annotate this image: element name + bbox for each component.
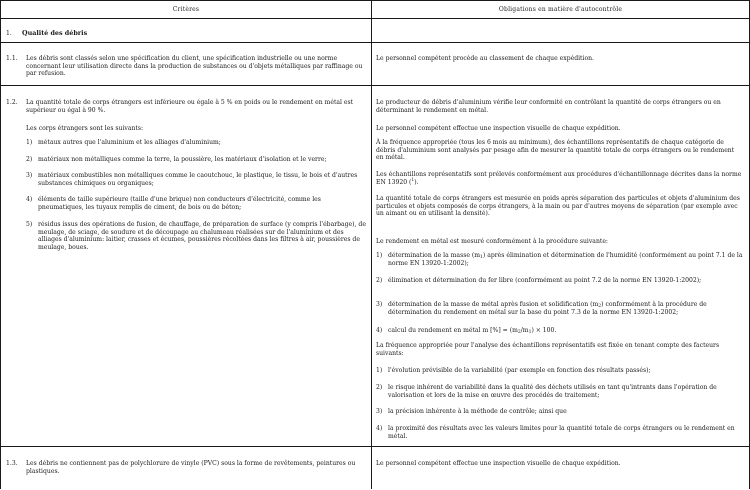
- frequency-factor: [376, 384, 743, 399]
- frequency-factor: [376, 408, 743, 416]
- factor-number: 4): [376, 425, 383, 432]
- step-text: élimination et détermination du fer libre (conformément au point 7.2 de la norme EN 13920-1:2002);: [388, 277, 702, 284]
- row-divider: [1, 85, 749, 86]
- obligation-paragraph: Le rendement en métal est mesuré conformément à la procédure suivante:: [376, 238, 608, 245]
- frequency-factor: [376, 367, 743, 375]
- row-1-2-number: 1.2.: [6, 99, 18, 106]
- foreign-bodies-item: [6, 172, 368, 187]
- row-1-2-criteria: [6, 99, 368, 114]
- row-1-1-criteria-text: Les débris sont classés selon une spécification du client, une spécification industrielle ou une norme concernant leur utilisation directe dans la production de substances ou d'objets métalliques par raffinage ou par refusion.: [26, 55, 363, 78]
- yield-step: [376, 327, 743, 335]
- row-1-2-lead-text: Les corps étrangers sont les suivants:: [26, 125, 144, 132]
- row-1-3-number: 1.3.: [6, 460, 18, 467]
- row-1-3-obligation: Le personnel compétent effectue une inspection visuelle de chaque expédition.: [376, 460, 621, 467]
- foreign-bodies-item: [6, 156, 368, 164]
- item-text: matériaux combustibles non métalliques comme le caoutchouc, le plastique, le tissu, le bois et d'autres substances chimiques ou organiques;: [38, 172, 358, 187]
- obligation-paragraph: Le producteur de débris d'aluminium vérifie leur conformité en contrôlant la quantité de corps étrangers ou en déterminant le rendement en métal.: [376, 99, 721, 114]
- sampling-text: Les échantillons représentatifs sont prélevés conformément aux procédures d'échantillonnage décrites dans la norme EN 13920 (: [376, 171, 742, 186]
- row-1-1-obligation: Le personnel compétent procède au classement de chaque expédition.: [376, 55, 594, 62]
- step-number: 2): [376, 277, 383, 284]
- foreign-bodies-item: [6, 139, 368, 147]
- frequency-factor: [376, 425, 743, 440]
- factor-text: la proximité des résultats avec les valeurs limites pour la quantité totale de corps étrangers ou le rendement en métal.: [388, 425, 735, 440]
- step-subscript: 1: [528, 330, 532, 335]
- step-number: 4): [376, 327, 383, 334]
- step-subscript: 1: [480, 255, 483, 260]
- factor-number: 2): [376, 384, 383, 391]
- column-divider: [371, 1, 372, 489]
- item-number: 3): [26, 172, 33, 179]
- row-1-1-number: 1.1.: [6, 55, 18, 62]
- step-subscript: 2: [517, 330, 521, 335]
- item-number: 1): [26, 139, 33, 146]
- header-obligations: Obligations en matière d'autocontrôle: [498, 6, 623, 13]
- section-number: 1.: [6, 30, 12, 37]
- item-text: matériaux non métalliques comme la terre, la poussière, les matériaux d'isolation et le verre;: [38, 156, 327, 163]
- foreign-bodies-item: [6, 221, 368, 252]
- step-text: ) après élimination et détermination de l'humidité (conformément au point 7.1 de la norme EN 13920-1:2002);: [388, 252, 743, 267]
- item-text: éléments de taille supérieure (taille d'une brique) non conducteurs d'électricité, comme les pneumatiques, les tuyaux remplis de ciment, de bois ou de béton;: [38, 196, 321, 211]
- factor-text: l'évolution prévisible de la variabilité (par exemple en fonction des résultats passés);: [388, 367, 651, 374]
- yield-step: [376, 252, 743, 267]
- footnote-ref: 1: [411, 177, 415, 183]
- yield-step: [376, 277, 743, 285]
- row-1-1-criteria: [6, 55, 368, 78]
- obligation-paragraph: À la fréquence appropriée (tous les 6 mois au minimum), des échantillons représentatifs de chaque catégorie de débris d'aluminium sont analysés par pesage afin de mesurer la quantité totale de corps étrangers ou le rendement en métal.: [376, 139, 735, 162]
- row-1-3-criteria: [6, 460, 368, 475]
- factor-text: la précision inhérente à la méthode de contrôle; ainsi que: [388, 408, 567, 415]
- step-text: calcul du rendement en métal m [%] = (m: [388, 327, 518, 334]
- item-text: résidus issus des opérations de fusion, de chauffage, de préparation de surface (y compris l'ébarbage), de meulage, de sciage, de soudure et de découpage au chalumeau réalisées sur de l'aluminium et des alliages d'aluminium: laitier, crasses et écumes, poussières récoltées dans les filtres à air, poussières de meulage, boues.: [38, 221, 366, 252]
- step-number: 1): [376, 252, 383, 259]
- row-1-2-intro: La quantité totale de corps étrangers est inférieure ou égale à 5 % en poids ou le rendement en métal est supérieur ou égal à 90 %.: [26, 99, 354, 114]
- step-text: détermination de la masse de métal après fusion et solidification (m: [388, 301, 599, 308]
- factor-text: le risque inhérent de variabilité dans la qualité des déchets utilisés en tant qu'intrants dans l'opération de valorisation et lors de la mise en œuvre des procédés de traitement;: [388, 384, 717, 399]
- table-header: [1, 1, 749, 19]
- step-text: ) conformément à la procédure de détermination du rendement en métal sur la base du point 7.3 de la norme EN 13920-1:2002;: [388, 301, 707, 316]
- item-number: 4): [26, 196, 33, 203]
- obligation-paragraph: La quantité totale de corps étrangers est mesurée en poids après séparation des particules et objets d'aluminium des particules et objets composés de corps étrangers, à la main ou par d'autres moyens de séparation (par exemple avec un aimant ou en utilisant la densité).: [376, 195, 740, 218]
- foreign-bodies-item: [6, 196, 368, 211]
- step-text: détermination de la masse (m: [388, 252, 481, 259]
- sampling-text-end: ).: [414, 178, 419, 186]
- obligation-paragraph: Le personnel compétent effectue une inspection visuelle de chaque expédition.: [376, 125, 621, 132]
- section-title: Qualité des débris: [22, 29, 88, 37]
- obligation-paragraph: [376, 171, 743, 186]
- obligation-paragraph: La fréquence appropriée pour l'analyse des échantillons représentatifs est fixée en tenant compte des facteurs suivants:: [376, 342, 720, 357]
- step-number: 3): [376, 301, 383, 308]
- yield-step: [376, 301, 743, 316]
- item-text: métaux autres que l'aluminium et les alliages d'aluminium;: [38, 139, 221, 146]
- factor-number: 1): [376, 367, 383, 374]
- item-number: 2): [26, 156, 33, 163]
- row-1-2-lead: [6, 125, 368, 133]
- factor-number: 3): [376, 408, 383, 415]
- item-number: 5): [26, 221, 33, 228]
- row-1-3-criteria-text: Les débris ne contiennent pas de polychlorure de vinyle (PVC) sous la forme de revêtements, peintures ou plastiques.: [26, 460, 356, 475]
- row-divider: [1, 42, 749, 43]
- header-criteria: Critères: [172, 6, 200, 13]
- step-text: ) × 100.: [531, 327, 557, 334]
- row-divider: [1, 446, 749, 447]
- step-subscript: 2: [598, 304, 602, 309]
- step-text: /m: [520, 327, 529, 334]
